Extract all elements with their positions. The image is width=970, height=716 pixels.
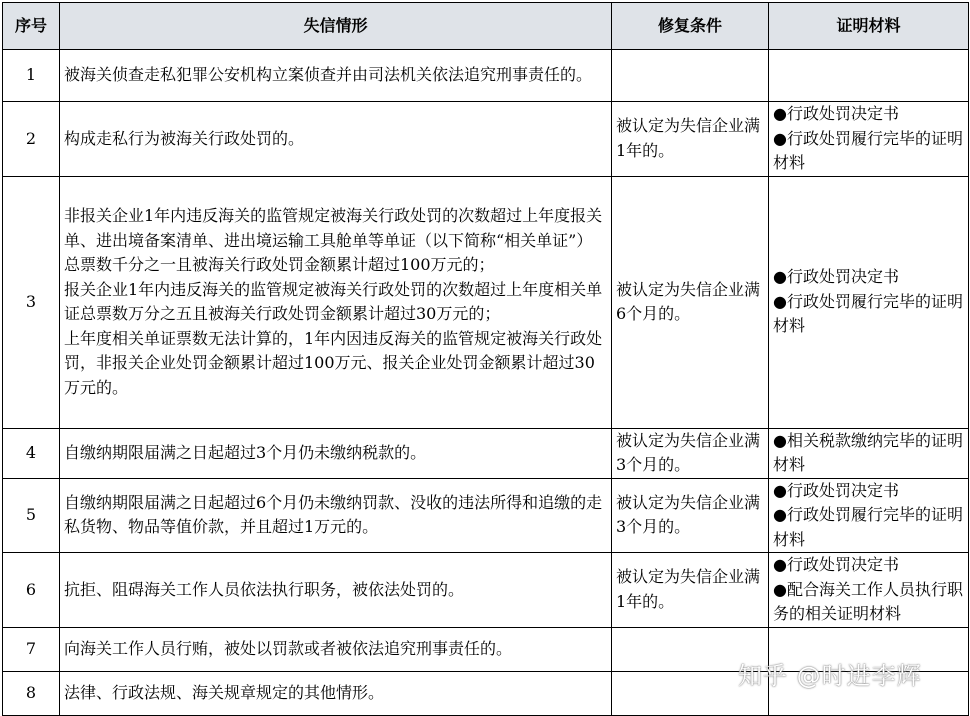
material-item: ● 行政处罚履行完毕的证明材料 — [773, 503, 964, 552]
table-row — [3, 176, 969, 428]
row-situation: 构成走私行为被海关行政处罚的。 — [60, 102, 612, 177]
row-materials — [769, 553, 969, 628]
row-materials — [769, 102, 969, 177]
row-situation: 法律、行政法规、海关规章规定的其他情形。 — [60, 671, 612, 715]
material-item: ● 行政处罚履行完毕的证明材料 — [773, 290, 964, 339]
header-situation: 失信情形 — [60, 3, 612, 50]
row-condition — [612, 50, 769, 102]
row-materials — [769, 50, 969, 102]
row-materials — [769, 478, 969, 553]
row-no: 6 — [3, 553, 60, 628]
header-row — [3, 3, 969, 50]
row-situation: 被海关侦查走私犯罪公安机构立案侦查并由司法机关依法追究刑事责任的。 — [60, 50, 612, 102]
row-no: 5 — [3, 478, 60, 553]
credit-table — [2, 2, 969, 716]
table-row — [3, 102, 969, 177]
row-condition: 被认定为失信企业满1年的。 — [612, 553, 769, 628]
material-item: ● 相关税款缴纳完毕的证明材料 — [773, 429, 964, 478]
material-item: ● 行政处罚决定书 — [773, 553, 964, 578]
header-condition: 修复条件 — [612, 3, 769, 50]
material-item: ● 行政处罚决定书 — [773, 102, 964, 127]
row-situation — [60, 176, 612, 428]
material-item: ● 配合海关工作人员执行职务的相关证明材料 — [773, 578, 964, 627]
table-row — [3, 478, 969, 553]
row-condition: 被认定为失信企业满3个月的。 — [612, 478, 769, 553]
situation-paragraph: 上年度相关单证票数无法计算的，1年内因违反海关的监管规定被海关行政处罚，非报关企业处罚金额累计超过100万元、报关企业处罚金额累计超过30万元的。 — [64, 328, 603, 397]
row-situation: 自缴纳期限届满之日起超过3个月仍未缴纳税款的。 — [60, 428, 612, 478]
material-item: ● 行政处罚决定书 — [773, 265, 964, 290]
row-no: 4 — [3, 428, 60, 478]
row-materials — [769, 176, 969, 428]
row-situation: 向海关工作人员行贿，被处以罚款或者被依法追究刑事责任的。 — [60, 627, 612, 671]
row-situation: 抗拒、阻碍海关工作人员依法执行职务，被依法处罚的。 — [60, 553, 612, 628]
header-materials: 证明材料 — [769, 3, 969, 50]
row-no: 8 — [3, 671, 60, 715]
situation-paragraph: 非报关企业1年内违反海关的监管规定被海关行政处罚的次数超过上年度报关单、进出境备案清单、进出境运输工具舱单等单证（以下简称“相关单证”）总票数千分之一且被海关行政处罚金额累计超过100万元的； — [64, 206, 603, 274]
row-situation: 自缴纳期限届满之日起超过6个月仍未缴纳罚款、没收的违法所得和追缴的走私货物、物品等值价款，并且超过1万元的。 — [60, 478, 612, 553]
row-no: 3 — [3, 176, 60, 428]
header-no: 序号 — [3, 3, 60, 50]
table-row — [3, 50, 969, 102]
table-row — [3, 553, 969, 628]
row-materials — [769, 428, 969, 478]
row-condition: 被认定为失信企业满1年的。 — [612, 102, 769, 177]
row-no: 7 — [3, 627, 60, 671]
material-item: ● 行政处罚决定书 — [773, 479, 964, 504]
row-no: 1 — [3, 50, 60, 102]
row-condition: 被认定为失信企业满3个月的。 — [612, 428, 769, 478]
material-item: ● 行政处罚履行完毕的证明材料 — [773, 127, 964, 176]
table-row — [3, 428, 969, 478]
situation-paragraph: 报关企业1年内违反海关的监管规定被海关行政处罚的次数超过上年度相关单证总票数万分之五且被海关行政处罚金额累计超过30万元的； — [64, 279, 603, 323]
row-condition: 被认定为失信企业满6个月的。 — [612, 176, 769, 428]
watermark: 知乎 @时进李辉 — [738, 662, 922, 690]
row-no: 2 — [3, 102, 60, 177]
